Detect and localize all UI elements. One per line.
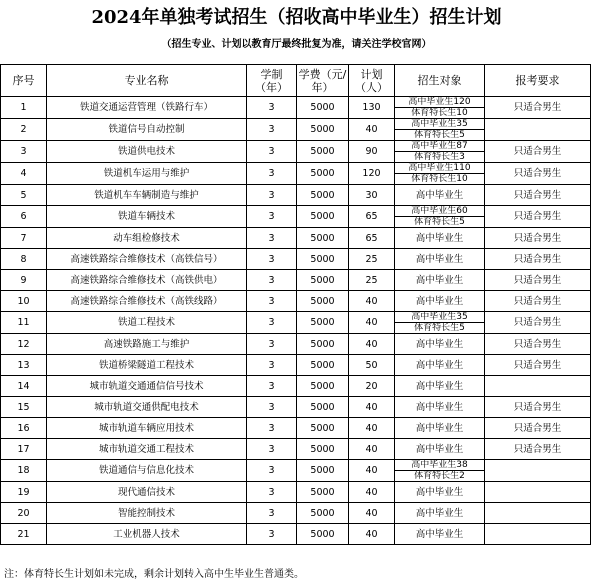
cell-major: 高速铁路综合维修技术（高铁信号）: [47, 249, 247, 270]
cell-fee: 5000: [297, 376, 349, 397]
cell-target: 高中毕业生38: [395, 460, 485, 471]
cell-major: 铁道信号自动控制: [47, 119, 247, 141]
cell-target: 高中毕业生60: [395, 206, 485, 217]
table-row: [1, 460, 591, 471]
cell-target: 体育特长生3: [395, 152, 485, 163]
cell-req: 只适合男生: [485, 206, 591, 228]
cell-years: 3: [247, 503, 297, 524]
cell-plan: 40: [349, 397, 395, 418]
cell-major: 动车组检修技术: [47, 228, 247, 249]
table-row: [1, 312, 591, 323]
cell-years: 3: [247, 376, 297, 397]
cell-seq: 7: [1, 228, 47, 249]
cell-target: 高中毕业生: [395, 185, 485, 206]
cell-years: 3: [247, 249, 297, 270]
header-seq: 序号: [1, 65, 47, 97]
cell-years: 3: [247, 524, 297, 545]
cell-req: 只适合男生: [485, 141, 591, 163]
cell-fee: 5000: [297, 482, 349, 503]
cell-major: 铁道车辆技术: [47, 206, 247, 228]
cell-plan: 40: [349, 312, 395, 334]
table-row: [1, 503, 591, 524]
cell-req: [485, 503, 591, 524]
table-row: [1, 185, 591, 206]
table-row: [1, 482, 591, 503]
header-req: 报考要求: [485, 65, 591, 97]
cell-fee: 5000: [297, 141, 349, 163]
cell-major: 现代通信技术: [47, 482, 247, 503]
page-subtitle: （招生专业、计划以教育厅最终批复为准，请关注学校官网）: [161, 39, 432, 50]
cell-years: 3: [247, 439, 297, 460]
cell-years: 3: [247, 185, 297, 206]
cell-plan: 40: [349, 334, 395, 355]
cell-target: 高中毕业生: [395, 270, 485, 291]
cell-target: 高中毕业生: [395, 228, 485, 249]
cell-req: 只适合男生: [485, 228, 591, 249]
cell-target: 高中毕业生120: [395, 97, 485, 108]
cell-plan: 25: [349, 249, 395, 270]
table-header-row: [1, 65, 591, 97]
cell-seq: 20: [1, 503, 47, 524]
cell-target: 高中毕业生110: [395, 163, 485, 174]
cell-seq: 17: [1, 439, 47, 460]
cell-target: 体育特长生10: [395, 108, 485, 119]
cell-major: 铁道桥梁隧道工程技术: [47, 355, 247, 376]
cell-seq: 13: [1, 355, 47, 376]
cell-seq: 2: [1, 119, 47, 141]
cell-major: 工业机器人技术: [47, 524, 247, 545]
cell-plan: 50: [349, 355, 395, 376]
cell-seq: 19: [1, 482, 47, 503]
cell-req: 只适合男生: [485, 312, 591, 334]
cell-seq: 8: [1, 249, 47, 270]
cell-fee: 5000: [297, 312, 349, 334]
cell-plan: 120: [349, 163, 395, 185]
cell-fee: 5000: [297, 185, 349, 206]
cell-fee: 5000: [297, 418, 349, 439]
table-row: [1, 163, 591, 174]
cell-target: 高中毕业生: [395, 397, 485, 418]
cell-target: 高中毕业生87: [395, 141, 485, 152]
table-row: [1, 524, 591, 545]
table-row: [1, 119, 591, 130]
cell-plan: 40: [349, 439, 395, 460]
cell-major: 城市轨道交通工程技术: [47, 439, 247, 460]
cell-years: 3: [247, 312, 297, 334]
cell-fee: 5000: [297, 270, 349, 291]
table-row: [1, 439, 591, 460]
cell-target: 高中毕业生: [395, 291, 485, 312]
cell-req: 只适合男生: [485, 397, 591, 418]
table-row: [1, 376, 591, 397]
cell-years: 3: [247, 270, 297, 291]
cell-req: 只适合男生: [485, 270, 591, 291]
cell-seq: 12: [1, 334, 47, 355]
cell-years: 3: [247, 119, 297, 141]
cell-major: 铁道供电技术: [47, 141, 247, 163]
cell-fee: 5000: [297, 119, 349, 141]
cell-seq: 1: [1, 97, 47, 119]
header-fee: 学费（元/年）: [297, 65, 349, 97]
cell-major: 城市轨道交通供配电技术: [47, 397, 247, 418]
cell-target: 高中毕业生: [395, 355, 485, 376]
cell-target: 体育特长生5: [395, 217, 485, 228]
table-row: [1, 334, 591, 355]
cell-seq: 21: [1, 524, 47, 545]
cell-major: 高速铁路施工与维护: [47, 334, 247, 355]
cell-major: 铁道机车运用与维护: [47, 163, 247, 185]
table-row: [1, 397, 591, 418]
cell-req: 只适合男生: [485, 334, 591, 355]
footnote: 注：体育特长生计划如未完成，剩余计划转入高中生毕业生普通类。: [4, 569, 304, 580]
cell-plan: 65: [349, 228, 395, 249]
cell-target: 高中毕业生: [395, 376, 485, 397]
cell-seq: 16: [1, 418, 47, 439]
cell-years: 3: [247, 97, 297, 119]
cell-major: 城市轨道车辆应用技术: [47, 418, 247, 439]
cell-fee: 5000: [297, 503, 349, 524]
cell-years: 3: [247, 355, 297, 376]
cell-years: 3: [247, 460, 297, 482]
cell-fee: 5000: [297, 355, 349, 376]
cell-fee: 5000: [297, 163, 349, 185]
cell-req: [485, 376, 591, 397]
cell-major: 铁道交通运营管理（铁路行车）: [47, 97, 247, 119]
cell-target: 体育特长生5: [395, 130, 485, 141]
cell-target: 高中毕业生: [395, 418, 485, 439]
table-row: [1, 97, 591, 108]
cell-req: 只适合男生: [485, 163, 591, 185]
cell-fee: 5000: [297, 206, 349, 228]
cell-plan: 40: [349, 460, 395, 482]
table-row: [1, 228, 591, 249]
cell-seq: 5: [1, 185, 47, 206]
cell-req: [485, 119, 591, 141]
cell-target: 高中毕业生: [395, 439, 485, 460]
cell-major: 铁道工程技术: [47, 312, 247, 334]
cell-req: 只适合男生: [485, 439, 591, 460]
cell-years: 3: [247, 291, 297, 312]
cell-fee: 5000: [297, 439, 349, 460]
table-row: [1, 418, 591, 439]
cell-major: 铁道机车车辆制造与维护: [47, 185, 247, 206]
cell-fee: 5000: [297, 397, 349, 418]
page-title: 2024年单独考试招生（招收高中毕业生）招生计划: [91, 7, 502, 28]
cell-years: 3: [247, 482, 297, 503]
cell-years: 3: [247, 334, 297, 355]
cell-req: 只适合男生: [485, 185, 591, 206]
cell-req: [485, 482, 591, 503]
cell-seq: 6: [1, 206, 47, 228]
cell-fee: 5000: [297, 228, 349, 249]
cell-seq: 14: [1, 376, 47, 397]
cell-plan: 90: [349, 141, 395, 163]
cell-target: 体育特长生10: [395, 174, 485, 185]
enrollment-table: [0, 64, 591, 545]
table-row: [1, 249, 591, 270]
cell-years: 3: [247, 418, 297, 439]
cell-major: 铁道通信与信息化技术: [47, 460, 247, 482]
table-row: [1, 291, 591, 312]
cell-years: 3: [247, 228, 297, 249]
cell-target: 体育特长生5: [395, 323, 485, 334]
cell-fee: 5000: [297, 460, 349, 482]
cell-target: 高中毕业生: [395, 524, 485, 545]
cell-req: [485, 460, 591, 482]
cell-major: 高速铁路综合维修技术（高铁线路）: [47, 291, 247, 312]
cell-plan: 20: [349, 376, 395, 397]
cell-fee: 5000: [297, 524, 349, 545]
cell-req: 只适合男生: [485, 97, 591, 119]
cell-target: 高中毕业生: [395, 334, 485, 355]
cell-target: 高中毕业生35: [395, 312, 485, 323]
cell-plan: 40: [349, 291, 395, 312]
cell-plan: 40: [349, 418, 395, 439]
cell-target: 高中毕业生: [395, 249, 485, 270]
cell-plan: 40: [349, 482, 395, 503]
cell-req: 只适合男生: [485, 355, 591, 376]
cell-major: 城市轨道交通通信信号技术: [47, 376, 247, 397]
cell-req: [485, 524, 591, 545]
cell-target: 高中毕业生: [395, 482, 485, 503]
cell-req: 只适合男生: [485, 249, 591, 270]
cell-plan: 25: [349, 270, 395, 291]
header-plan: 计划（人）: [349, 65, 395, 97]
cell-target: 体育特长生2: [395, 471, 485, 482]
table-row: [1, 355, 591, 376]
cell-seq: 11: [1, 312, 47, 334]
cell-years: 3: [247, 141, 297, 163]
cell-seq: 18: [1, 460, 47, 482]
cell-fee: 5000: [297, 334, 349, 355]
header-target: 招生对象: [395, 65, 485, 97]
cell-seq: 15: [1, 397, 47, 418]
cell-fee: 5000: [297, 291, 349, 312]
cell-fee: 5000: [297, 249, 349, 270]
cell-plan: 40: [349, 503, 395, 524]
table-row: [1, 206, 591, 217]
cell-seq: 10: [1, 291, 47, 312]
cell-req: 只适合男生: [485, 418, 591, 439]
cell-plan: 65: [349, 206, 395, 228]
cell-req: 只适合男生: [485, 291, 591, 312]
cell-plan: 30: [349, 185, 395, 206]
cell-plan: 40: [349, 119, 395, 141]
cell-years: 3: [247, 206, 297, 228]
cell-fee: 5000: [297, 97, 349, 119]
header-major: 专业名称: [47, 65, 247, 97]
cell-major: 高速铁路综合维修技术（高铁供电）: [47, 270, 247, 291]
cell-plan: 40: [349, 524, 395, 545]
cell-seq: 9: [1, 270, 47, 291]
cell-plan: 130: [349, 97, 395, 119]
table-row: [1, 141, 591, 152]
cell-seq: 3: [1, 141, 47, 163]
cell-target: 高中毕业生35: [395, 119, 485, 130]
cell-years: 3: [247, 163, 297, 185]
cell-seq: 4: [1, 163, 47, 185]
cell-years: 3: [247, 397, 297, 418]
cell-major: 智能控制技术: [47, 503, 247, 524]
header-years: 学制（年）: [247, 65, 297, 97]
table-row: [1, 270, 591, 291]
cell-target: 高中毕业生: [395, 503, 485, 524]
